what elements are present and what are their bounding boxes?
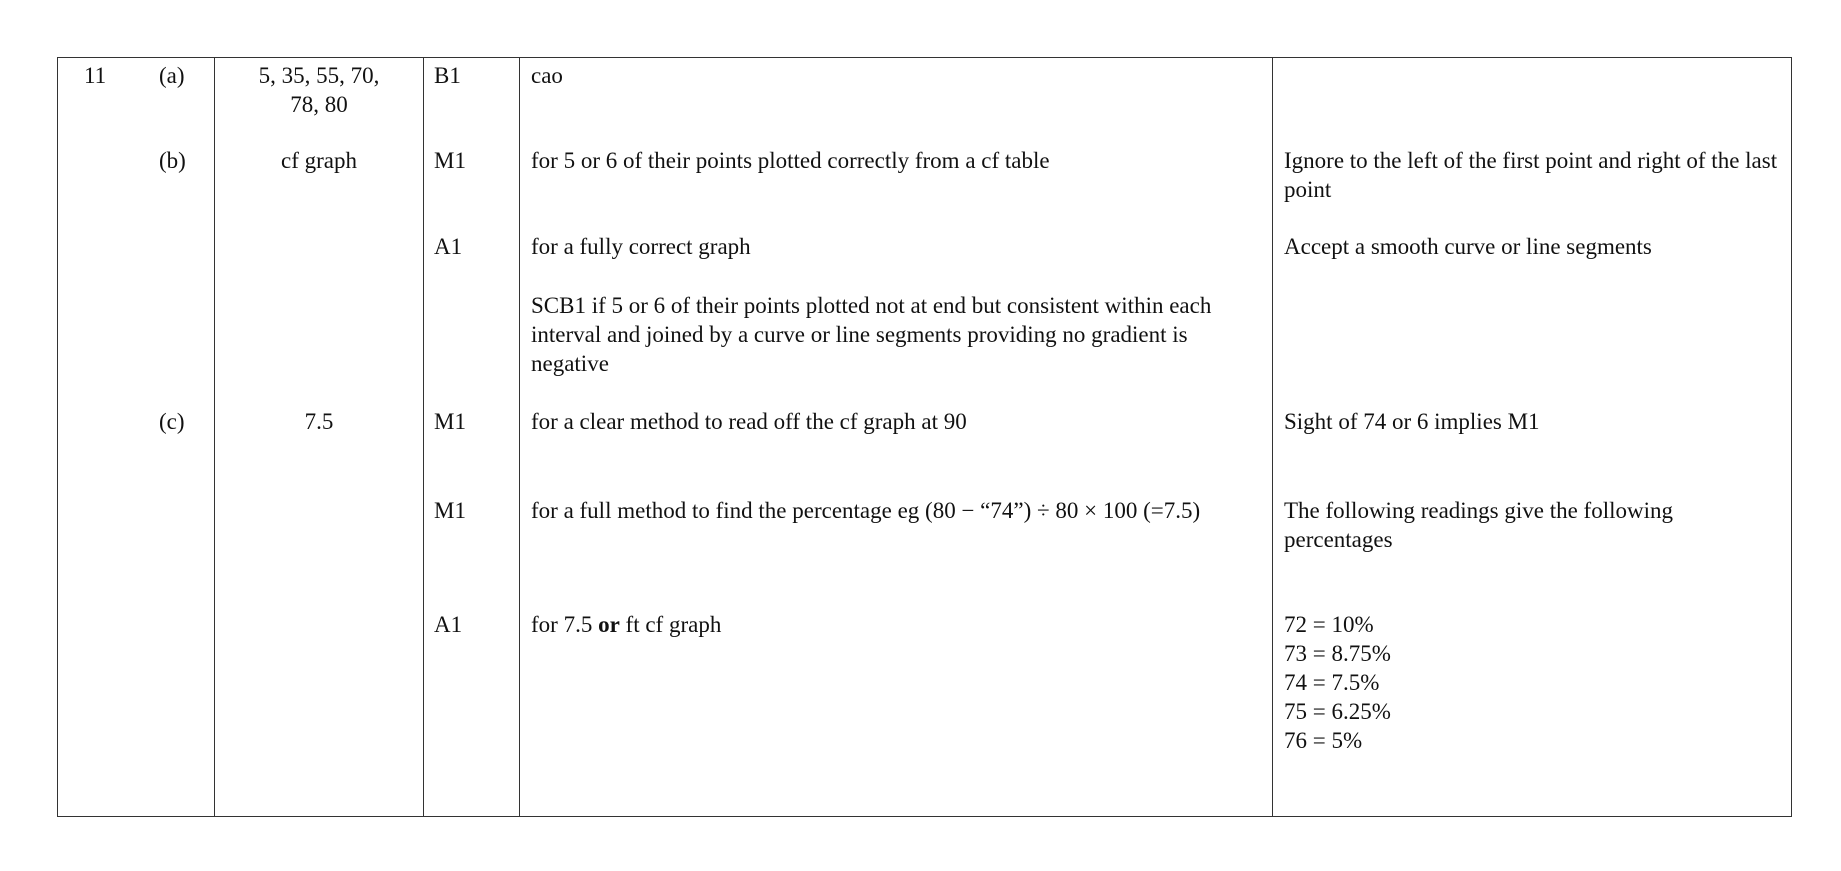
mark-scheme-table	[57, 57, 1792, 817]
column-divider-answer	[214, 58, 215, 816]
column-divider-mark	[423, 58, 424, 816]
mark-b-2: A1	[434, 234, 463, 259]
part-label-a: (a)	[159, 63, 185, 88]
mark-c-1: M1	[434, 409, 466, 434]
guidance-b-1: for 5 or 6 of their points plotted correctly from a cf table	[531, 148, 1050, 173]
mark-a-1: B1	[434, 63, 461, 88]
guidance-b-3: SCB1 if 5 or 6 of their points plotted not at end but consistent within each interval and joined by a curve or line segments providing no gradient is negative	[531, 293, 1212, 376]
mark-c-2: M1	[434, 498, 466, 523]
notes-b-1: Ignore to the left of the first point and right of the last point	[1284, 148, 1778, 202]
notes-c-1: Sight of 74 or 6 implies M1	[1284, 409, 1540, 434]
part-label-b: (b)	[159, 148, 186, 173]
answer-a-line1: 5, 35, 55, 70,	[258, 63, 380, 88]
guidance-c-3-before: for 7.5	[531, 612, 599, 637]
answer-c: 7.5	[304, 409, 334, 434]
answer-a-line2: 78, 80	[290, 92, 348, 117]
guidance-c-2: for a full method to find the percentage eg (80 − “74”) ÷ 80 × 100 (=7.5)	[531, 498, 1201, 523]
reading-75: 75 = 6.25%	[1284, 699, 1391, 724]
guidance-c-3-after: ft cf graph	[619, 612, 722, 637]
notes-c-3	[1284, 610, 1584, 755]
guidance-b-2: for a fully correct graph	[531, 234, 751, 259]
reading-73: 73 = 8.75%	[1284, 641, 1391, 666]
question-number: 11	[84, 63, 107, 88]
guidance-c-3	[531, 610, 1261, 639]
mark-b-1: M1	[434, 148, 466, 173]
guidance-a-1: cao	[531, 63, 563, 88]
notes-b-2: Accept a smooth curve or line segments	[1284, 234, 1652, 259]
part-label-c: (c)	[159, 409, 185, 434]
reading-74: 74 = 7.5%	[1284, 670, 1380, 695]
answer-b: cf graph	[281, 148, 357, 173]
guidance-c-3-bold: or	[598, 612, 620, 637]
guidance-c-1: for a clear method to read off the cf graph at 90	[531, 409, 967, 434]
reading-76: 76 = 5%	[1284, 728, 1363, 753]
column-divider-notes	[1272, 58, 1273, 816]
answer-a	[224, 61, 414, 119]
column-divider-guidance	[519, 58, 520, 816]
mark-c-3: A1	[434, 612, 463, 637]
reading-72: 72 = 10%	[1284, 612, 1374, 637]
notes-c-2: The following readings give the following percentages	[1284, 498, 1674, 552]
